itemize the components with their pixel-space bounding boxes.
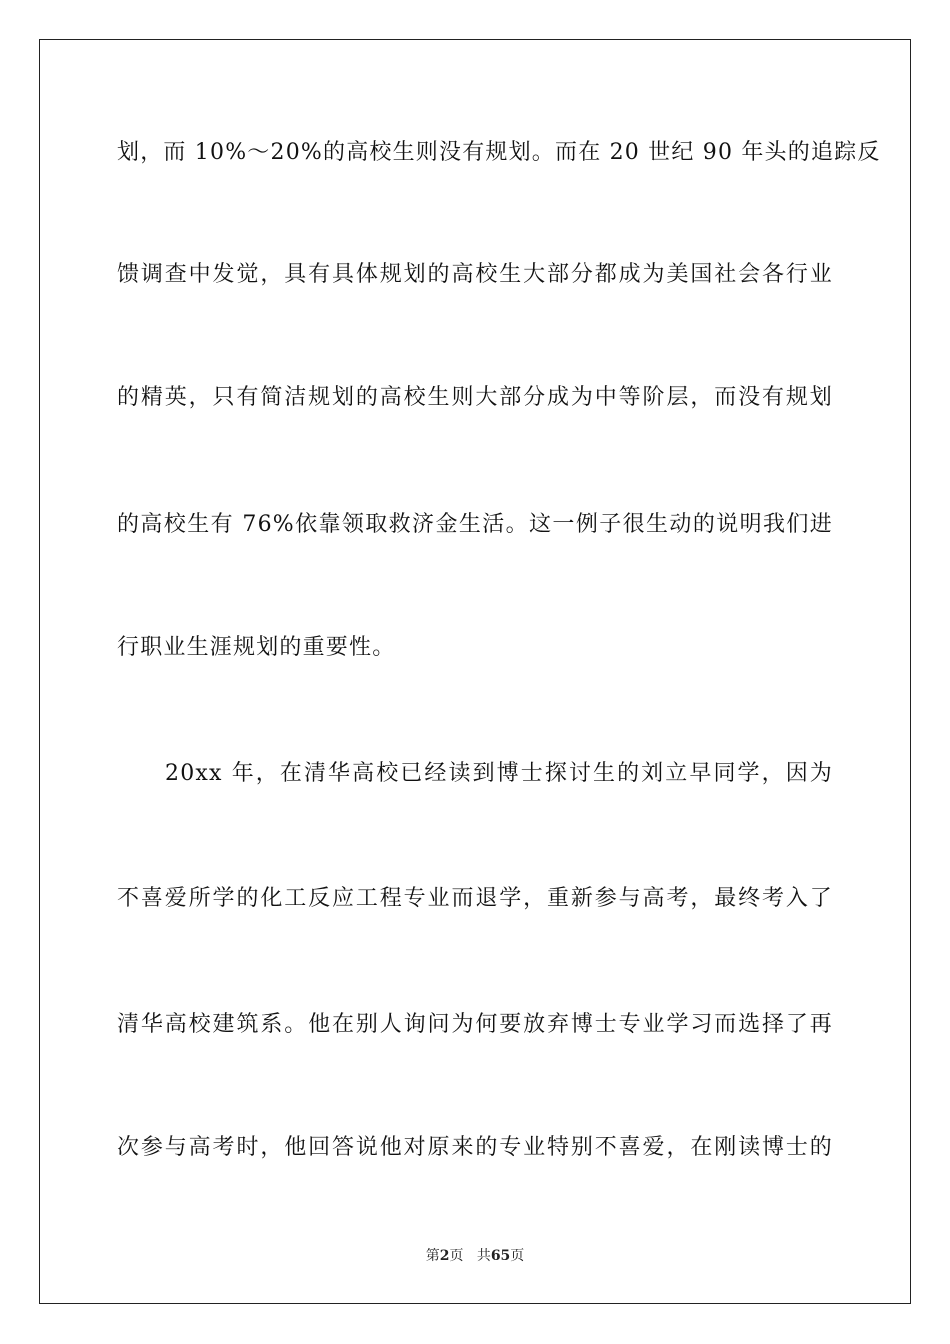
page-border bbox=[39, 39, 911, 1304]
page-number: 2 bbox=[439, 1248, 450, 1264]
body-line-2: 馈调查中发觉，具有具体规划的高校生大部分都成为美国社会各行业 bbox=[117, 262, 833, 287]
total-suffix: 页 bbox=[510, 1248, 525, 1264]
total-prefix: 共 bbox=[476, 1248, 491, 1264]
page-prefix: 第 bbox=[425, 1248, 440, 1264]
body-line-4: 的高校生有 76%依靠领取救济金生活。这一例子很生动的说明我们进 bbox=[117, 512, 833, 537]
body-line-1: 划，而 10%～20%的高校生则没有规划。而在 20 世纪 90 年头的追踪反 bbox=[117, 140, 881, 165]
page-footer bbox=[0, 1246, 950, 1266]
body-line-6: 20xx 年，在清华高校已经读到博士探讨生的刘立早同学，因为 bbox=[165, 761, 833, 786]
page-suffix: 页 bbox=[449, 1248, 464, 1264]
body-line-5: 行职业生涯规划的重要性。 bbox=[117, 635, 396, 660]
total-pages: 65 bbox=[490, 1248, 511, 1264]
body-line-3: 的精英，只有简洁规划的高校生则大部分成为中等阶层，而没有规划 bbox=[117, 385, 833, 410]
body-line-9: 次参与高考时，他回答说他对原来的专业特别不喜爱，在刚读博士的 bbox=[117, 1135, 833, 1160]
body-line-8: 清华高校建筑系。他在别人询问为何要放弃博士专业学习而选择了再 bbox=[117, 1012, 833, 1037]
body-line-7: 不喜爱所学的化工反应工程专业而退学，重新参与高考，最终考入了 bbox=[117, 886, 833, 911]
